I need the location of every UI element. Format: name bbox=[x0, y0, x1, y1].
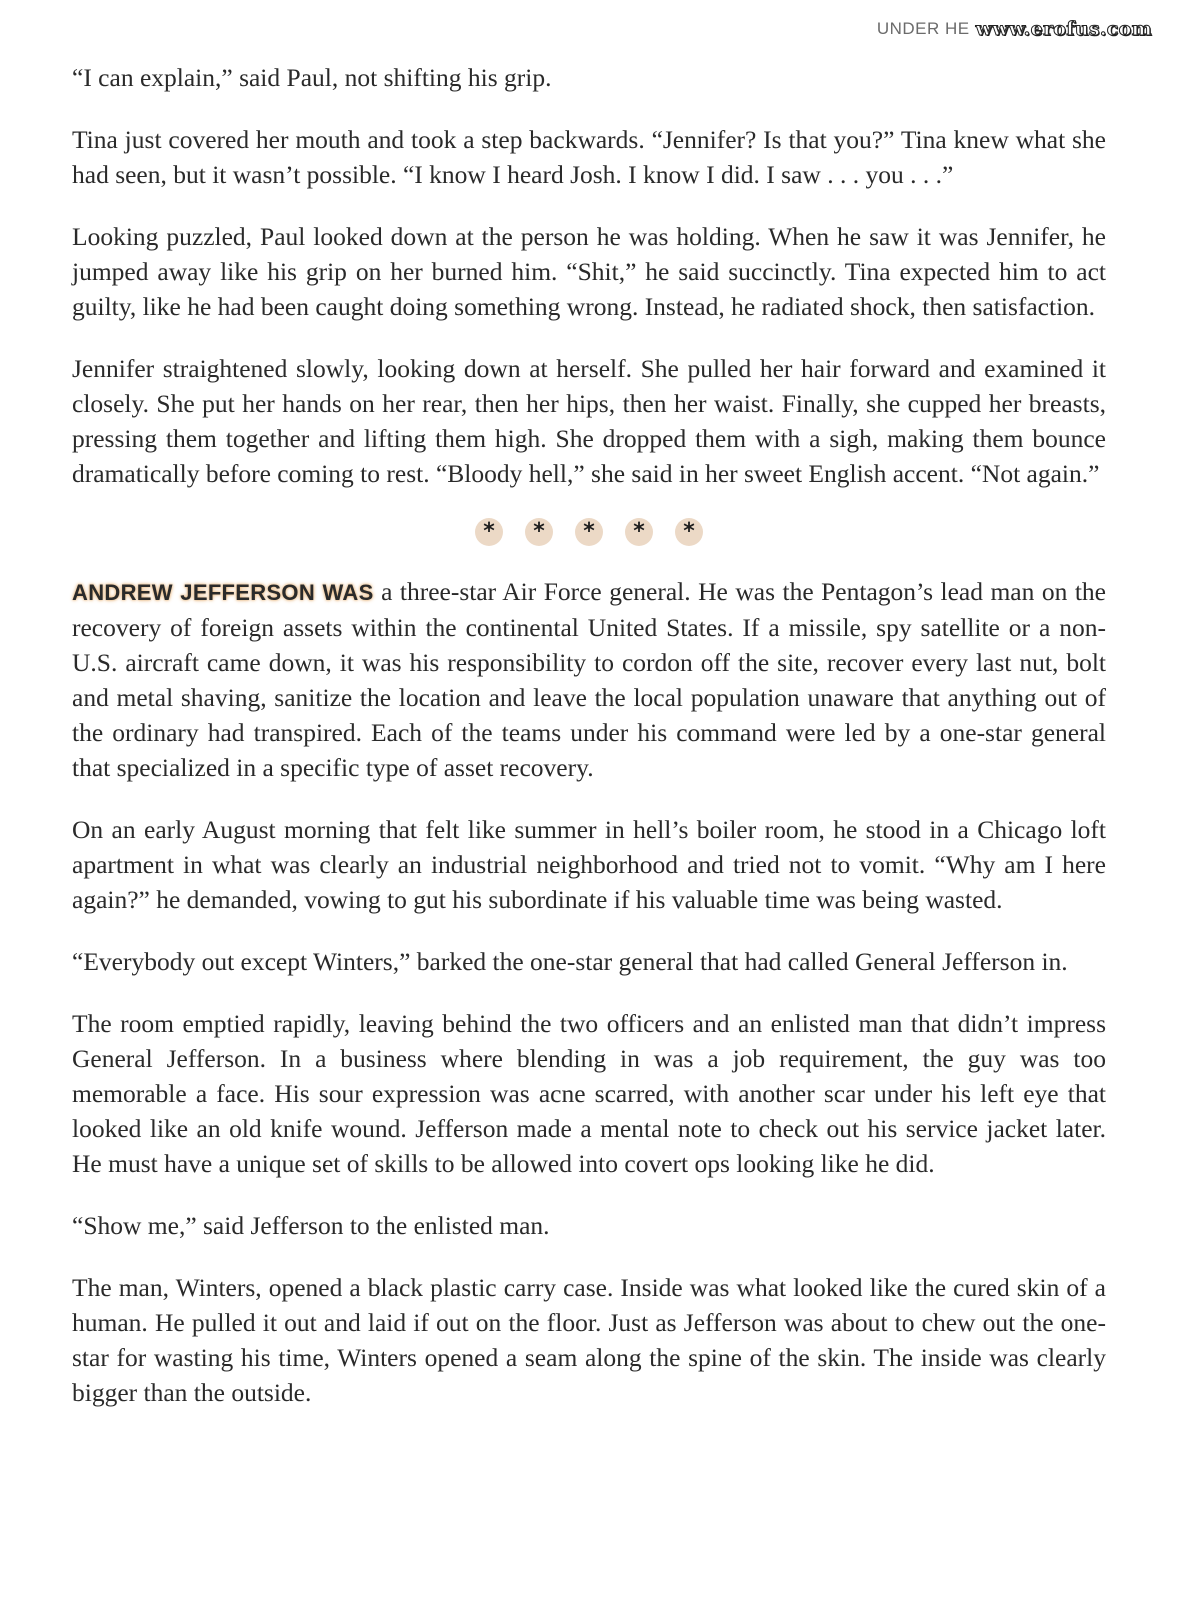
paragraph: On an early August morning that felt like summer in hell’s boiler room, he stood in a Chicago loft apartment in what was clearly an industrial neighborhood and tried not to vomit. “Why am I here again?” he demanded, vowing to gut his subordinate if his valuable time was being wasted. bbox=[72, 815, 1106, 914]
paragraph: The man, Winters, opened a black plastic carry case. Inside was what looked like the cured skin of a human. He pulled it out and laid if out on the floor. Just as Jefferson was about to chew out the one-star for wasting his time, Winters opened a seam along the spine of the skin. The inside was clearly bigger than the outside. bbox=[72, 1273, 1106, 1407]
paragraph: Tina just covered her mouth and took a step backwards. “Jennifer? Is that you?” Tina knew what she had seen, but it wasn’t possible. “I know I heard Josh. I know I did. I saw . . . you . . .” bbox=[72, 125, 1106, 189]
asterisk-icon: * bbox=[675, 518, 703, 546]
paragraph: “Everybody out except Winters,” barked the one-star general that had called General Jefferson in. bbox=[72, 947, 1068, 976]
asterisk-icon: * bbox=[525, 518, 553, 546]
paragraph: Looking puzzled, Paul looked down at the person he was holding. When he saw it was Jennifer, he jumped away like his grip on her burned him. “Shit,” he said succinctly. Tina expected him to act guilty, like he had been caught doing something wrong. Instead, he radiated shock, then satisfaction. bbox=[72, 222, 1106, 321]
section-opening-paragraph bbox=[72, 574, 1106, 785]
running-title: UNDER HE bbox=[876, 19, 970, 38]
paragraph: “I can explain,” said Paul, not shifting his grip. bbox=[72, 63, 552, 92]
paragraph: “Show me,” said Jefferson to the enlisted man. bbox=[72, 1211, 550, 1240]
section-separator bbox=[72, 518, 1106, 546]
page-body bbox=[72, 60, 1106, 1437]
asterisk-icon: * bbox=[475, 518, 503, 546]
paragraph: The room emptied rapidly, leaving behind the two officers and an enlisted man that didn’t impress General Jefferson. In a business where blending in was a job requirement, the guy was too memorable a face. His sour expression was acne scarred, with another scar under his left eye that looked like an old knife wound. Jefferson made a mental note to check out his service jacket later. He must have a unique set of skills to be allowed into covert ops looking like he did. bbox=[72, 1009, 1106, 1178]
asterisk-icon: * bbox=[625, 518, 653, 546]
running-header bbox=[877, 18, 1152, 40]
section-opening-text: a three-star Air Force general. He was the Pentagon’s lead man on the recovery of foreign assets within the continental United States. If a missile, spy satellite or a non-U.S. aircraft came down, it was his responsibility to cordon off the site, recover every last nut, bolt and metal shaving, sanitize the location and leave the local population unaware that anything out of the ordinary had transpired. Each of the teams under his command were led by a one-star general that specialized in a specific type of asset recovery. bbox=[72, 577, 1106, 782]
watermark-text: www.erofus.com bbox=[975, 18, 1152, 40]
paragraph: Jennifer straightened slowly, looking down at herself. She pulled her hair forward and examined it closely. She put her hands on her rear, then her hips, then her waist. Finally, she cupped her breasts, pressing them together and lifting them high. She dropped them with a sigh, making them bounce dramatically before coming to rest. “Bloody hell,” she said in her sweet English accent. “Not again.” bbox=[72, 354, 1106, 488]
section-lead-in: ANDREW JEFFERSON WAS bbox=[72, 580, 374, 605]
asterisk-icon: * bbox=[575, 518, 603, 546]
